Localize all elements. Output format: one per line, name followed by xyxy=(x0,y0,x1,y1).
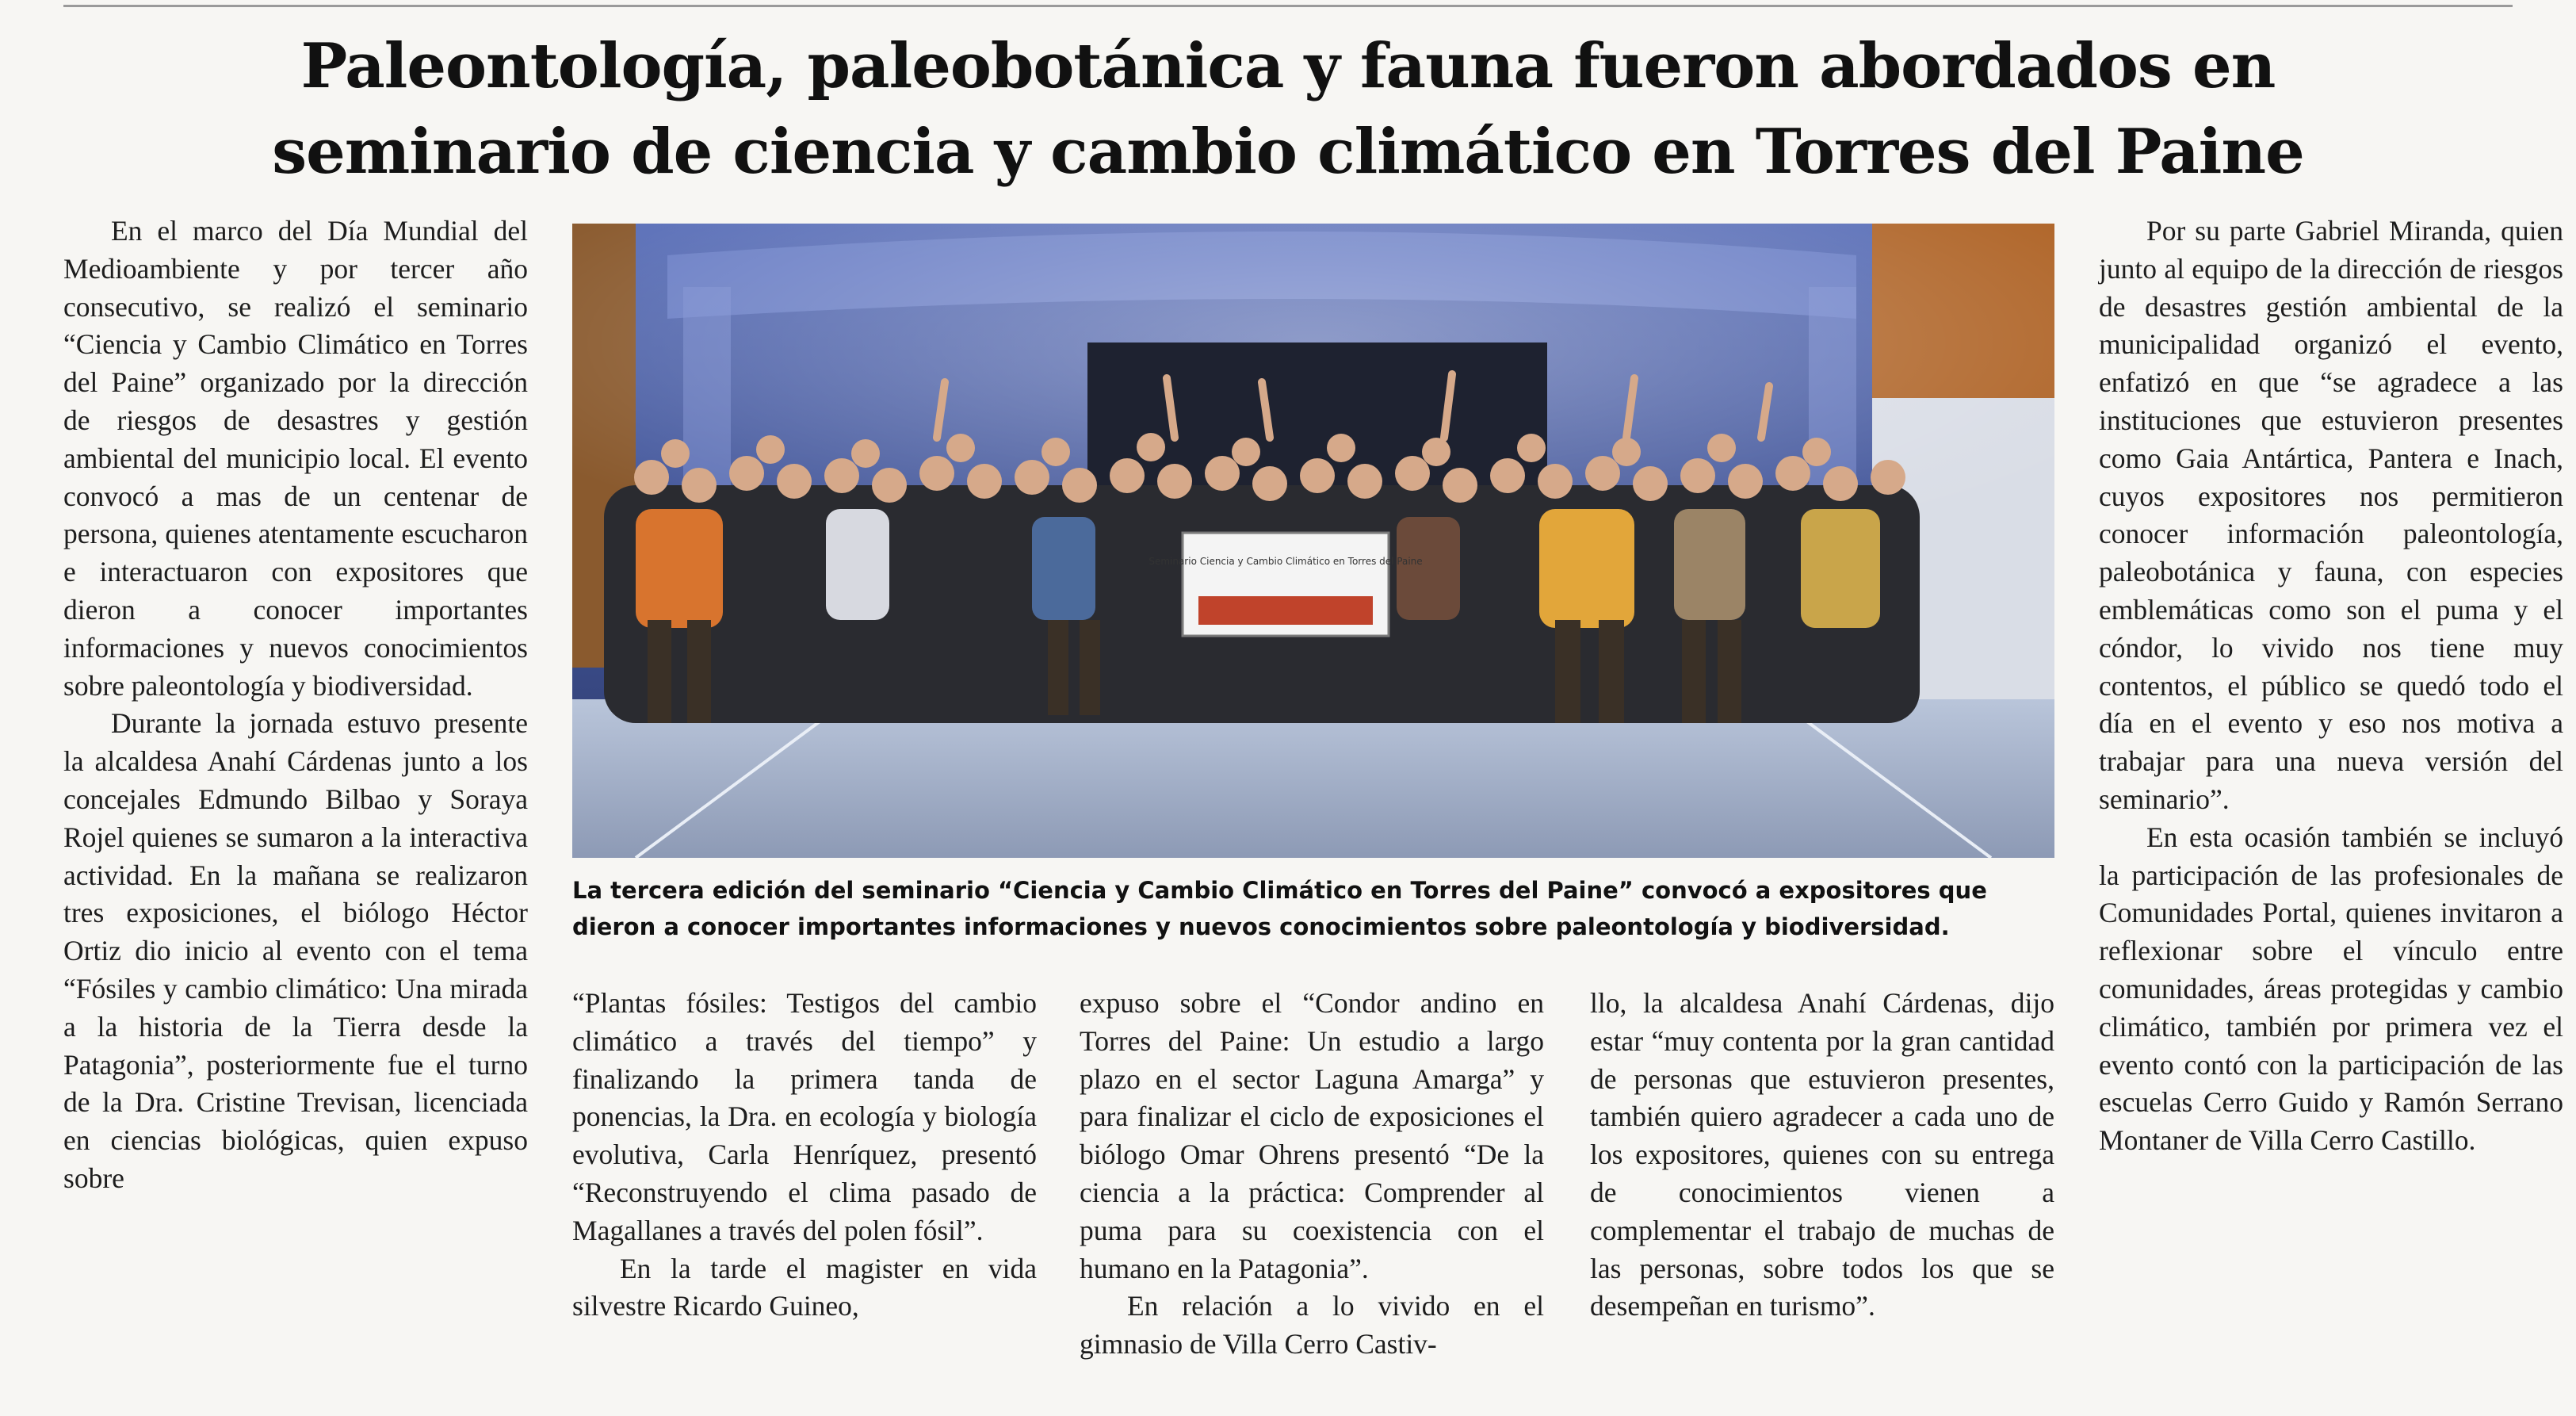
paragraph: En la tarde el magister en vida silvestre Ricardo Guineo, xyxy=(572,1252,1037,1322)
article-column-4 xyxy=(1590,985,2054,1326)
paragraph: expuso sobre el “Condor andino en Torres del Paine: Un estudio a largo plazo en el sector Laguna Amarga” y para finalizar el ciclo de exposiciones el biólogo Omar Ohrens presentó “De la ciencia a la práctica: Comprender al puma para su coexistencia con el humano en la Patagonia”. xyxy=(1080,987,1544,1284)
paragraph: En relación a lo vivido en el gimnasio de Villa Cerro Castiv- xyxy=(1080,1290,1544,1361)
article-column-5 xyxy=(2099,212,2563,1160)
paragraph: En esta ocasión también se incluyó la participación de las profesionales de Comunidades Portal, quienes invitaron a reflexionar sobre el vínculo entre comunidades, áreas protegidas y cambio climático, también por primera vez el evento contó con la participación de las escuelas Cerro Guido y Ramón Serrano Montaner de Villa Cerro Castillo. xyxy=(2099,821,2563,1157)
article-headline xyxy=(0,24,2576,195)
paragraph: Durante la jornada estuvo presente la alcaldesa Anahí Cárdenas junto a los concejales Edmundo Bilbao y Soraya Rojel quienes se sumaron a la interactiva actividad. En la mañana se realizaron tres exposiciones, el biólogo Héctor Ortiz dio inicio al evento con el tema “Fósiles y cambio climático: Una mirada a la historia de la Tierra desde la Patagonia”, posteriormente fue el turno de la Dra. Cristine Trevisan, licenciada en ciencias biológicas, quien expuso sobre xyxy=(63,707,528,1194)
article-column-3 xyxy=(1080,985,1544,1364)
headline-line-2: seminario de ciencia y cambio climático en Torres del Paine xyxy=(272,116,2304,188)
event-photo xyxy=(572,224,2054,858)
article-column-2 xyxy=(572,985,1037,1326)
group-photo-illustration xyxy=(572,224,2054,858)
photo-caption: La tercera edición del seminario “Ciencia y Cambio Climático en Torres del Paine” convocó a expositores que dieron a conocer importantes informaciones y nuevos conocimientos sobre paleontología y biodiversidad. xyxy=(572,877,1987,940)
paragraph: En el marco del Día Mundial del Medioambiente y por tercer año consecutivo, se realizó el seminario “Ciencia y Cambio Climático en Torres del Paine” organizado por la dirección de riesgos de desastres y gestión ambiental del municipio local. El evento convocó a mas de un centenar de persona, quienes atentamente escucharon e interactuaron con expositores que dieron a conocer importantes informaciones y nuevos conocimientos sobre paleontología y biodiversidad. xyxy=(63,215,528,702)
paragraph: Por su parte Gabriel Miranda, quien junto al equipo de la dirección de riesgos de desastres gestión ambiental de la municipalidad organizó el evento, enfatizó en que “se agradece a las instituciones que estuvieron presentes como Gaia Antártica, Pantera e Inach, cuyos expositores nos permitieron conocer información paleontología, paleobotánica y fauna, con especies emblemáticas como son el puma y el cóndor, lo vivido nos tiene muy contentos, el público se quedó todo el día en el evento y eso nos motiva a trabajar para una nueva versión del seminario”. xyxy=(2099,215,2563,815)
top-rule xyxy=(63,5,2513,7)
paragraph: “Plantas fósiles: Testigos del cambio climático a través del tiempo” y finalizando la primera tanda de ponencias, la Dra. en ecología y biología evolutiva, Carla Henríquez, presentó “Reconstruyendo el clima pasado de Magallanes a través del polen fósil”. xyxy=(572,987,1037,1246)
article-column-1 xyxy=(63,212,528,1198)
banner-title: Seminario Ciencia y Cambio Climático en Torres del Paine xyxy=(1148,556,1423,567)
headline-line-1: Paleontología, paleobotánica y fauna fueron abordados en xyxy=(300,30,2276,102)
paragraph: llo, la alcaldesa Anahí Cárdenas, dijo estar “muy contenta por la gran cantidad de personas que estuvieron presentes, también quiero agradecer a cada uno de los expositores, quienes con su entrega de conocimientos vienen a complementar el trabajo de muchas de las personas, sobre todos los que se desempeñan en turismo”. xyxy=(1590,987,2054,1322)
